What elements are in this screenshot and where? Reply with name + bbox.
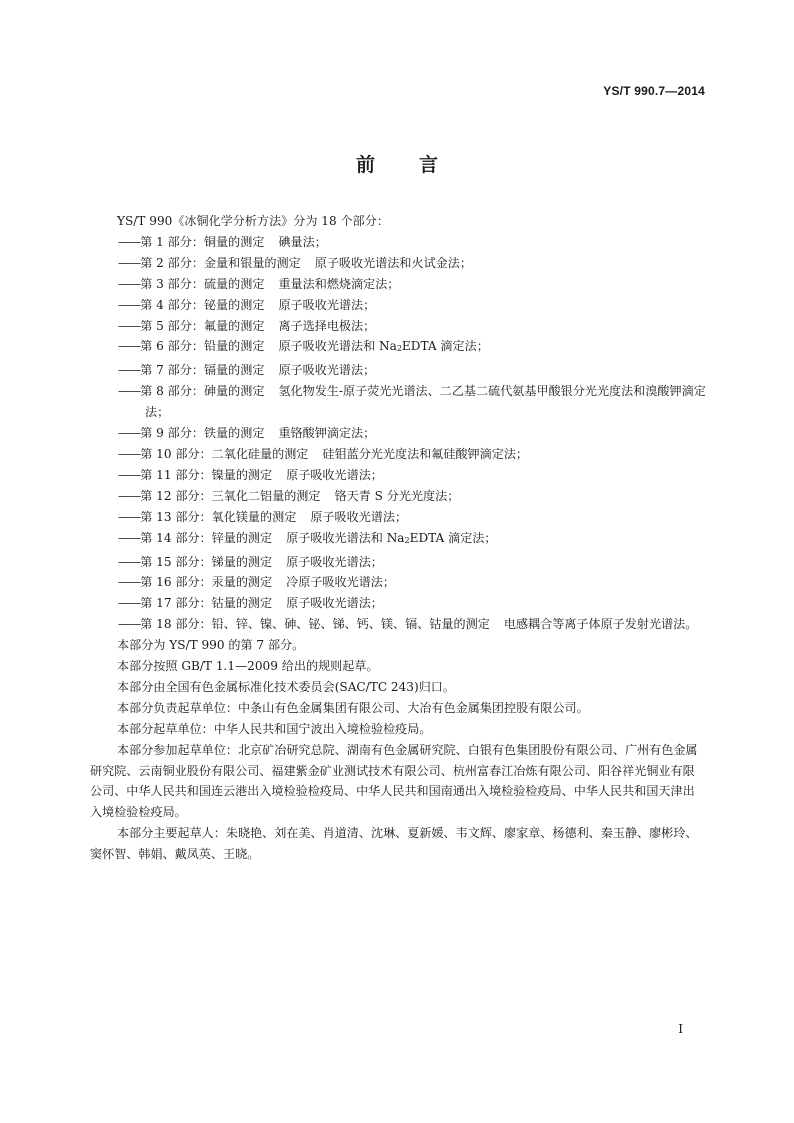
part-analyte: 铋量的测定: [203, 297, 265, 312]
list-dash: ——: [118, 339, 141, 354]
part-list-item: [90, 423, 706, 444]
part-method: 铬天青 S 分光光度法；: [334, 488, 460, 503]
part-analyte: 氟量的测定: [203, 318, 265, 333]
part-method: 电感耦合等离子体原子发射光谱法。: [503, 617, 698, 632]
part-number: 第 3 部分：: [140, 276, 204, 291]
intro-paragraph: YS/T 990《冰铜化学分析方法》分为 18 个部分：: [117, 214, 389, 228]
part-analyte: 锑量的测定: [211, 554, 273, 569]
part-list-item: [90, 336, 706, 360]
part-method: 原子吸收光谱法；: [278, 363, 376, 378]
part-list-item: [90, 444, 706, 465]
parts-list: [90, 232, 706, 635]
list-dash: ——: [118, 596, 141, 611]
part-analyte: 硫量的测定: [203, 276, 265, 291]
list-dash: ——: [118, 446, 141, 461]
part-list-item: [90, 360, 706, 381]
part-analyte: 铅量的测定: [203, 339, 265, 354]
part-method: 原子吸收光谱法；: [286, 596, 383, 611]
part-method: 氢化物发生-原子荧光光谱法、二乙基二硫代氨基甲酸银分光光度法和溴酸钾滴定法；: [145, 384, 706, 420]
part-number: 第 6 部分：: [140, 339, 204, 354]
part-method: 原子吸收光谱法；: [278, 297, 376, 312]
part-method-tail: EDTA 滴定法；: [401, 339, 489, 354]
part-number: 第 18 部分：: [140, 617, 212, 632]
list-dash: ——: [118, 575, 141, 590]
part-number: 第 7 部分：: [140, 363, 204, 378]
main-drafters-statement: 本部分主要起草人：朱晓艳、刘在美、肖道清、沈琳、夏新媛、韦文辉、廖家章、杨德利、秦玉静、廖彬玲、窦怀智、韩娟、戴凤英、王晓。: [90, 826, 698, 862]
part-method: 重铬酸钾滴定法；: [278, 426, 376, 441]
list-dash: ——: [118, 554, 141, 569]
part-list-item: [90, 486, 706, 507]
part-method: 冷原子吸收光谱法；: [286, 575, 395, 590]
part-list-item: [90, 528, 706, 552]
part-list-item: [90, 465, 706, 486]
part-method: 碘量法；: [278, 234, 327, 249]
part-method: 原子吸收光谱法；: [310, 509, 408, 524]
part-list-item: [90, 295, 706, 316]
responsible-units-statement: 本部分负责起草单位：中条山有色金属集团有限公司、大冶有色金属集团控股有限公司。: [117, 700, 589, 715]
list-dash: ——: [118, 384, 141, 399]
part-analyte: 汞量的测定: [211, 575, 273, 590]
part-method: 原子吸收光谱法；: [286, 554, 383, 569]
proposed-by-statement: 本部分由全国有色金属标准化技术委员会(SAC/TC 243)归口。: [117, 679, 455, 694]
part-number: 第 1 部分：: [140, 234, 204, 249]
part-list-item: [90, 614, 706, 635]
part-method: 原子吸收光谱法和火试金法；: [314, 255, 472, 270]
part-list-item: [90, 316, 706, 337]
part-method: 离子选择电极法；: [278, 318, 376, 333]
part-list-item: [90, 274, 706, 295]
part-number: 第 12 部分：: [140, 488, 212, 503]
page-number: I: [678, 1022, 683, 1036]
part-method: 原子吸收光谱法和 Na: [286, 530, 405, 545]
part-method: 重量法和燃烧滴定法；: [278, 276, 400, 291]
list-dash: ——: [118, 297, 141, 312]
part-list-item: [90, 381, 706, 423]
part-list-item: [90, 572, 706, 593]
part-analyte: 金量和银量的测定: [203, 255, 301, 270]
standard-code-header: YS/T 990.7—2014: [603, 84, 705, 98]
part-method-subscript: 2: [404, 535, 410, 545]
part-list-item: [90, 232, 706, 253]
part-number: 第 8 部分：: [140, 384, 204, 399]
list-dash: ——: [118, 617, 141, 632]
part-number: 第 4 部分：: [140, 297, 204, 312]
part-number: 第 14 部分：: [140, 530, 212, 545]
part-number: 第 17 部分：: [140, 596, 212, 611]
list-dash: ——: [118, 530, 141, 545]
part-method: 原子吸收光谱法和 Na: [278, 339, 397, 354]
part-analyte: 二氧化硅量的测定: [211, 446, 309, 461]
part-analyte: 铜量的测定: [203, 234, 265, 249]
part-method-tail: EDTA 滴定法；: [409, 530, 497, 545]
part-analyte: 锌量的测定: [211, 530, 273, 545]
part-method: 硅钼蓝分光光度法和氟硅酸钾滴定法；: [322, 446, 529, 461]
drafting-unit-statement: 本部分起草单位：中华人民共和国宁波出入境检验检疫局。: [117, 721, 432, 736]
part-number: 第 2 部分：: [140, 255, 204, 270]
part-analyte: 氧化镁量的测定: [211, 509, 297, 524]
part-number: 第 13 部分：: [140, 509, 212, 524]
part-list-item: [90, 593, 706, 614]
foreword-body: [90, 211, 706, 865]
this-part-statement: 本部分为 YS/T 990 的第 7 部分。: [117, 638, 305, 653]
part-list-item: [90, 507, 706, 528]
part-analyte: 镍量的测定: [211, 467, 273, 482]
participating-units-statement: 本部分参加起草单位：北京矿冶研究总院、湖南有色金属研究院、白银有色集团股份有限公司、广州有色金属研究院、云南铜业股份有限公司、福建紫金矿业测试技术有限公司、杭州富春江冶炼有限公司、阳谷祥光铜业有限公司、中华人民共和国连云港出入境检验检疫局、中华人民共和国南通出入境检验检疫局、中华人民共和国天津出入境检验检疫局。: [90, 742, 698, 820]
part-analyte: 钴量的测定: [211, 596, 273, 611]
list-dash: ——: [118, 509, 141, 524]
page-title: 前言: [355, 154, 482, 176]
part-list-item: [90, 253, 706, 274]
part-analyte: 镉量的测定: [203, 363, 265, 378]
part-analyte: 铅、锌、镍、砷、铋、锑、钙、镁、镉、钴量的测定: [211, 617, 490, 632]
part-method: 原子吸收光谱法；: [286, 467, 383, 482]
list-dash: ——: [118, 426, 141, 441]
list-dash: ——: [118, 467, 141, 482]
part-analyte: 三氧化二铝量的测定: [211, 488, 321, 503]
list-dash: ——: [118, 488, 141, 503]
part-method-subscript: 2: [396, 344, 402, 354]
part-analyte: 铁量的测定: [203, 426, 265, 441]
list-dash: ——: [118, 318, 141, 333]
list-dash: ——: [118, 255, 141, 270]
part-number: 第 15 部分：: [140, 554, 212, 569]
part-number: 第 16 部分：: [140, 575, 212, 590]
part-list-item: [90, 552, 706, 573]
list-dash: ——: [118, 234, 141, 249]
drafting-rules-statement: 本部分按照 GB/T 1.1—2009 给出的规则起草。: [117, 659, 379, 674]
part-number: 第 10 部分：: [140, 446, 212, 461]
part-number: 第 9 部分：: [140, 426, 204, 441]
list-dash: ——: [118, 363, 141, 378]
part-analyte: 砷量的测定: [203, 384, 265, 399]
part-number: 第 11 部分：: [140, 467, 212, 482]
part-number: 第 5 部分：: [140, 318, 204, 333]
list-dash: ——: [118, 276, 141, 291]
